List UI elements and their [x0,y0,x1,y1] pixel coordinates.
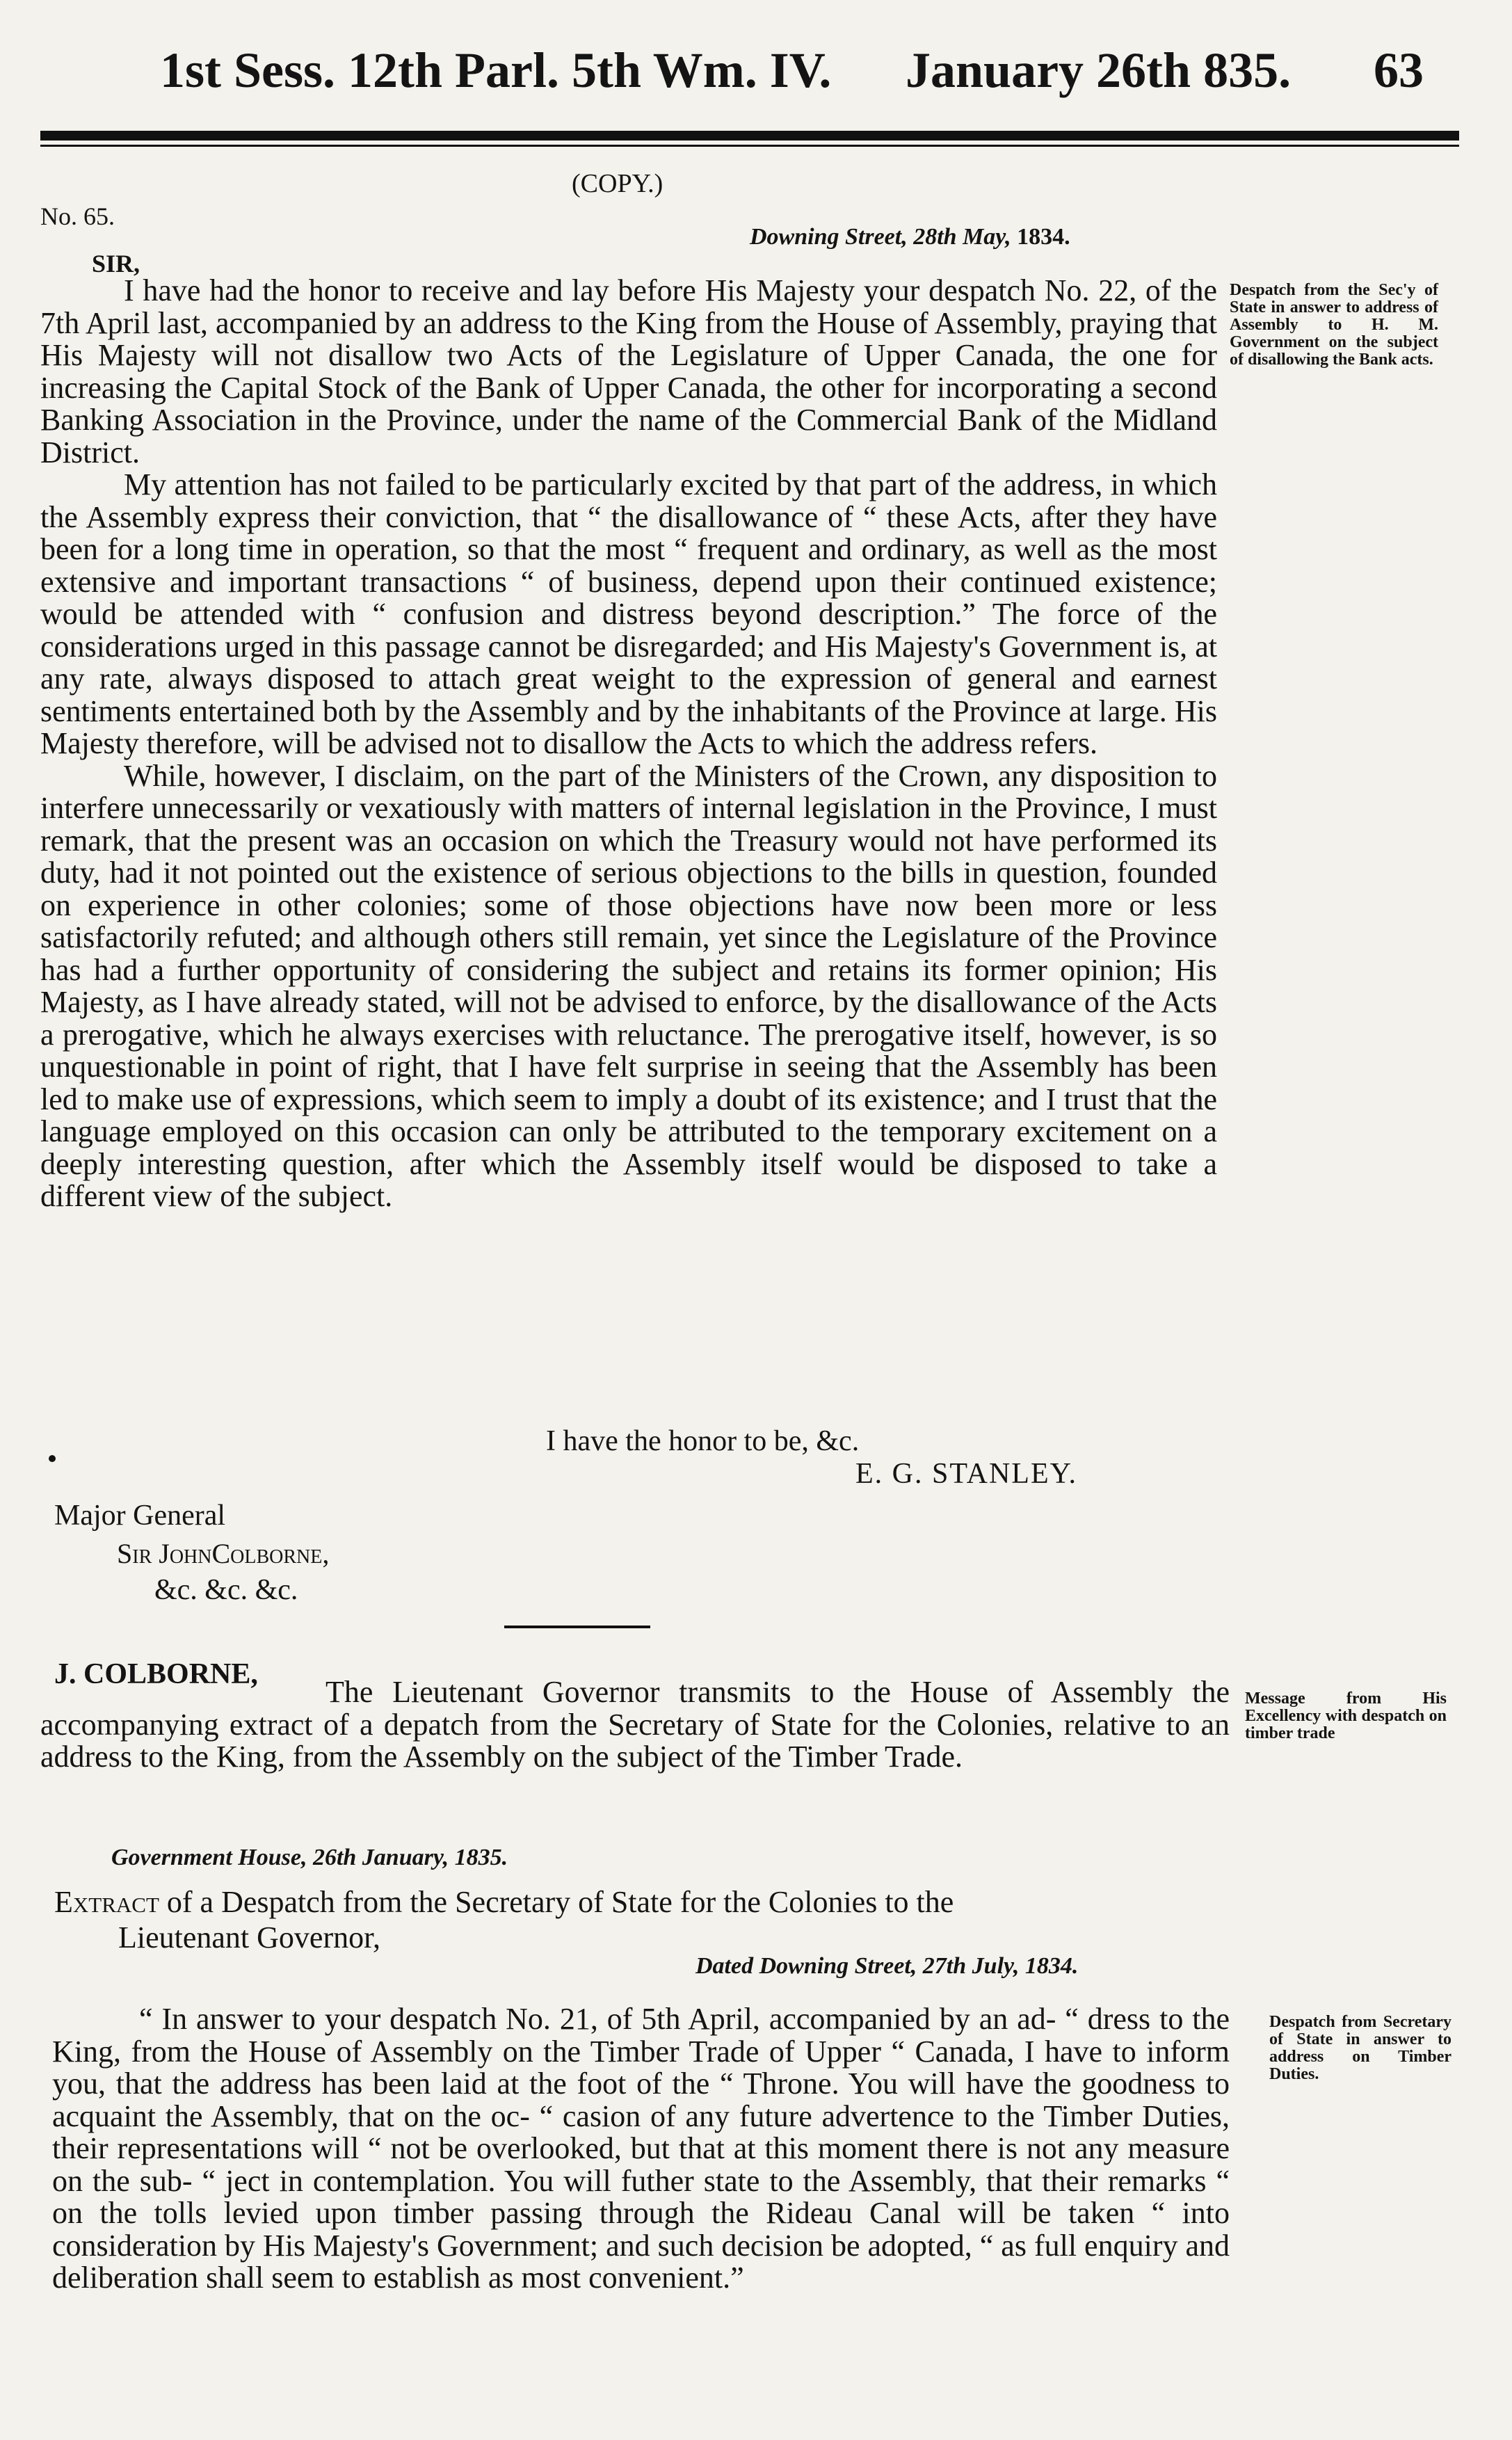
addressee-etc: &c. &c. &c. [154,1574,298,1606]
extract-heading [54,1886,1230,1919]
extract-heading-text: of a Despatch from the Secretary of State for the Colonies to the [166,1885,954,1919]
margin-note-timber-message: Message from His Excellency with despatch on timber trade [1245,1689,1447,1742]
dateline-year: 1834. [1017,224,1070,250]
margin-note-timber-despatch: Despatch from Secretary of State in answer to address on Timber Duties. [1269,2013,1451,2083]
margin-note-bank-acts: Despatch from the Sec'y of State in answer to address of Assembly to H. M. Government on the subject of disallowing the Bank acts. [1230,281,1438,369]
header-rule-thin [40,145,1459,147]
extract-dateline: Dated Downing Street, 27th July, 1834. [695,1953,1079,1979]
copy-label: (COPY.) [572,169,663,198]
letter-paragraph: While, however, I disclaim, on the part of the Ministers of the Crown, any disposition to interfere unnecessarily or vexatiously with matters of internal legislation in the Province, I must remark, that the present was an occasion on which the Treasury would not have performed its duty, had it not pointed out the existence of serious objections to the bills in question, founded on experience in other colonies; some of those objections have now been more or less satisfactorily refuted; and although others still remain, yet since the Legislature of the Province has had a further opportunity of considering the subject and retains its former opinion; His Majesty, as I have already stated, will not be advised to enforce, by the disallowance of the Acts a prerogative, which he always exercises with reluctance. The prerogative itself, however, is so unquestionable in point of right, that I have felt surprise in seeing that the Assembly has been led to make use of expressions, which seem to imply a doubt of its existence; and I trust that the language employed on this occasion can only be attributed to the temporary excitement on a deeply interesting question, after which the Assembly itself would be disposed to take a different view of the subject. [40,758,1217,1213]
header-rule-thick [40,131,1459,141]
letter-dateline [750,224,1070,250]
salutation: SIR, [92,250,140,278]
message-text: The Lieutenant Governor transmits to the House of Assembly the accompanying extract of a depatch from the Secretary of State for the Colonies, relative to an address to the King, from the Assembly on the subject of the Timber Trade. [40,1675,1230,1774]
running-header [160,42,1467,118]
addressee-rank: Major General [54,1500,226,1532]
session-title: 1st Sess. 12th Parl. 5th Wm. IV. [160,42,832,98]
signature: E. G. STANLEY. [855,1458,1078,1490]
page-number: 63 [1374,42,1424,98]
extract-addressee: Lieutenant Governor, [118,1920,380,1955]
letter-closing: I have the honor to be, &c. [546,1425,860,1457]
extract-lead: Extract [54,1885,159,1919]
bullet-mark [49,1455,56,1462]
letter-paragraph: My attention has not failed to be particularly excited by that part of the address, in which the Assembly express their conviction, that “ the disallowance of “ these Acts, after they have been for a long time in operation, so that the most “ frequent and ordinary, as well as the most extensive and important transactions “ of business, depend upon their continued existence; would be attended with “ confusion and distress beyond description.” The force of the considerations urged in this passage cannot be disregarded; and His Majesty's Government is, at any rate, always disposed to attach great weight to the expression of general and earnest sentiments entertained both by the Assembly and by the inhabitants of the Province at large. His Majesty therefore, will be advised not to disallow the Acts to which the address refers. [40,467,1217,760]
letter-body [40,275,1217,1213]
message-sender: J. COLBORNE, [54,1658,258,1690]
dateline-place: Downing Street, [750,224,908,250]
extract-quote: “ In answer to your despatch No. 21, of 5th April, accompanied by an ad- “ dress to the King, from the House of Assembly on the Timber Trade of Upper “ Canada, I have to inform you, that the address has been laid at the foot of the “ Throne. You will have the goodness to acquaint the Assembly, that on the oc- “ casion of any future advertence to the Timber Duties, their representations will “ not be overlooked, but that at this moment there is not any measure on the sub- “ ject in contemplation. You will futher state to the Assembly, that their remarks “ on the tolls levied upon timber passing through the Rideau Canal will be taken “ into consideration by His Majesty's Government; and such decision be adopted, “ as full enquiry and deliberation shall seem to establish as most convenient.” [52,2002,1230,2295]
despatch-number: No. 65. [40,202,115,230]
dateline-date: 28th May, [913,224,1011,250]
letter-paragraph: I have had the honor to receive and lay before His Majesty your despatch No. 22, of the 7th April last, accompanied by an address to the King from the House of Assembly, praying that His Majesty will not disallow two Acts of the Legislature of Upper Canada, the one for increasing the Capital Stock of the Bank of Upper Canada, the other for incorporating a second Banking Association in the Province, under the name of the Commercial Bank of the Midland District. [40,273,1217,469]
header-date: January 26th 835. [906,42,1292,98]
addressee-name: Sir JohnColborne, [117,1538,330,1569]
message-place-date: Government House, 26th January, 1835. [111,1845,508,1870]
section-divider [504,1626,650,1628]
